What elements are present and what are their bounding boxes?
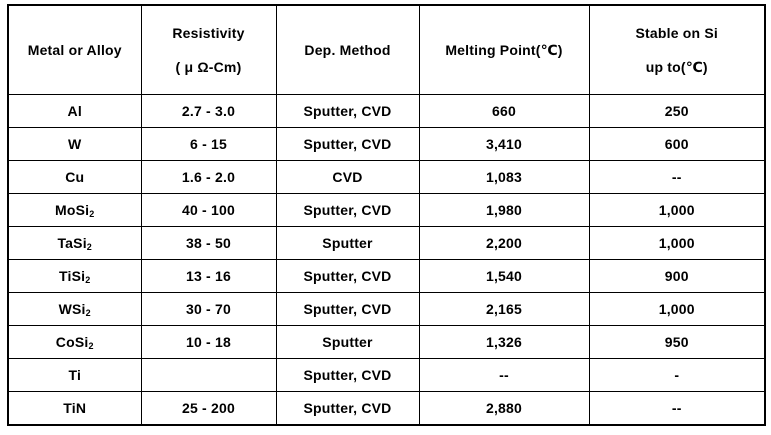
table-row: [8, 326, 765, 359]
header-stable-on-si: [589, 5, 765, 94]
cell-metal: [8, 259, 141, 292]
metal-name: Al: [67, 102, 82, 119]
cell-melting-point: 1,980: [419, 193, 589, 226]
metal-name: MoSi: [55, 201, 90, 218]
cell-dep-method: Sputter, CVD: [276, 127, 419, 160]
cell-metal: [8, 94, 141, 127]
cell-stable-on-si: 600: [589, 127, 765, 160]
cell-resistivity: 30 - 70: [141, 293, 276, 326]
cell-stable-on-si: --: [589, 392, 765, 425]
table-row: [8, 193, 765, 226]
table-row: [8, 359, 765, 392]
metal-properties-table-container: [7, 4, 764, 426]
header-dep-method: [276, 5, 419, 94]
cell-stable-on-si: 1,000: [589, 193, 765, 226]
cell-metal: [8, 293, 141, 326]
metal-name: Ti: [68, 367, 82, 384]
cell-melting-point: 3,410: [419, 127, 589, 160]
cell-metal: [8, 127, 141, 160]
metal-name: TiSi: [59, 268, 86, 285]
cell-metal: [8, 226, 141, 259]
metal-name: CoSi: [55, 334, 89, 351]
cell-melting-point: 1,083: [419, 160, 589, 193]
cell-metal: [8, 160, 141, 193]
metal-subscript: 2: [88, 341, 94, 352]
cell-stable-on-si: 900: [589, 259, 765, 292]
cell-resistivity: 38 - 50: [141, 226, 276, 259]
header-row: [8, 5, 765, 94]
cell-dep-method: Sputter, CVD: [276, 359, 419, 392]
cell-resistivity: 13 - 16: [141, 259, 276, 292]
cell-dep-method: Sputter, CVD: [276, 259, 419, 292]
cell-dep-method: Sputter, CVD: [276, 193, 419, 226]
cell-melting-point: 2,165: [419, 293, 589, 326]
cell-stable-on-si: --: [589, 160, 765, 193]
cell-melting-point: 2,880: [419, 392, 589, 425]
cell-metal: [8, 193, 141, 226]
cell-dep-method: Sputter: [276, 226, 419, 259]
table-row: [8, 226, 765, 259]
cell-melting-point: --: [419, 359, 589, 392]
cell-resistivity: 10 - 18: [141, 326, 276, 359]
table-row: [8, 392, 765, 425]
cell-resistivity: 40 - 100: [141, 193, 276, 226]
cell-stable-on-si: 950: [589, 326, 765, 359]
cell-melting-point: 1,326: [419, 326, 589, 359]
table-row: [8, 293, 765, 326]
header-metal-or-alloy: [8, 5, 141, 94]
table-body: [8, 94, 765, 425]
header-resistivity: [141, 5, 276, 94]
header-stable-on-si-label: Stable on Si: [635, 24, 719, 41]
metal-name: W: [68, 135, 82, 152]
cell-stable-on-si: 250: [589, 94, 765, 127]
cell-stable-on-si: -: [589, 359, 765, 392]
cell-melting-point: 2,200: [419, 226, 589, 259]
metal-subscript: 2: [89, 208, 95, 219]
header-metal-or-alloy-label: Metal or Alloy: [27, 41, 122, 58]
header-resistivity-unit: ( μ Ω-Cm): [175, 58, 242, 75]
header-melting-point-label: Melting Point(℃): [445, 41, 563, 58]
cell-resistivity: 25 - 200: [141, 392, 276, 425]
cell-resistivity: 6 - 15: [141, 127, 276, 160]
cell-stable-on-si: 1,000: [589, 226, 765, 259]
cell-dep-method: Sputter, CVD: [276, 293, 419, 326]
metal-subscript: 2: [86, 241, 93, 252]
cell-dep-method: Sputter, CVD: [276, 392, 419, 425]
cell-metal: [8, 359, 141, 392]
table-row: [8, 259, 765, 292]
table-row: [8, 94, 765, 127]
header-melting-point: [419, 5, 589, 94]
metal-name: Cu: [65, 168, 85, 185]
cell-resistivity: 1.6 - 2.0: [141, 160, 276, 193]
metal-subscript: 2: [85, 308, 91, 319]
table-row: [8, 160, 765, 193]
cell-resistivity: [141, 359, 276, 392]
header-dep-method-label: Dep. Method: [304, 41, 391, 58]
metal-subscript: 2: [85, 275, 91, 286]
metal-name: TiN: [63, 400, 87, 417]
cell-dep-method: CVD: [276, 160, 419, 193]
cell-resistivity: 2.7 - 3.0: [141, 94, 276, 127]
metal-properties-table: [7, 4, 766, 426]
cell-metal: [8, 392, 141, 425]
cell-metal: [8, 326, 141, 359]
metal-name: WSi: [58, 301, 86, 318]
table-row: [8, 127, 765, 160]
cell-melting-point: 1,540: [419, 259, 589, 292]
header-stable-on-si-unit: up to(℃): [645, 58, 708, 75]
header-resistivity-label: Resistivity: [172, 24, 245, 41]
cell-melting-point: 660: [419, 94, 589, 127]
cell-stable-on-si: 1,000: [589, 293, 765, 326]
cell-dep-method: Sputter, CVD: [276, 94, 419, 127]
metal-name: TaSi: [57, 234, 87, 251]
cell-dep-method: Sputter: [276, 326, 419, 359]
